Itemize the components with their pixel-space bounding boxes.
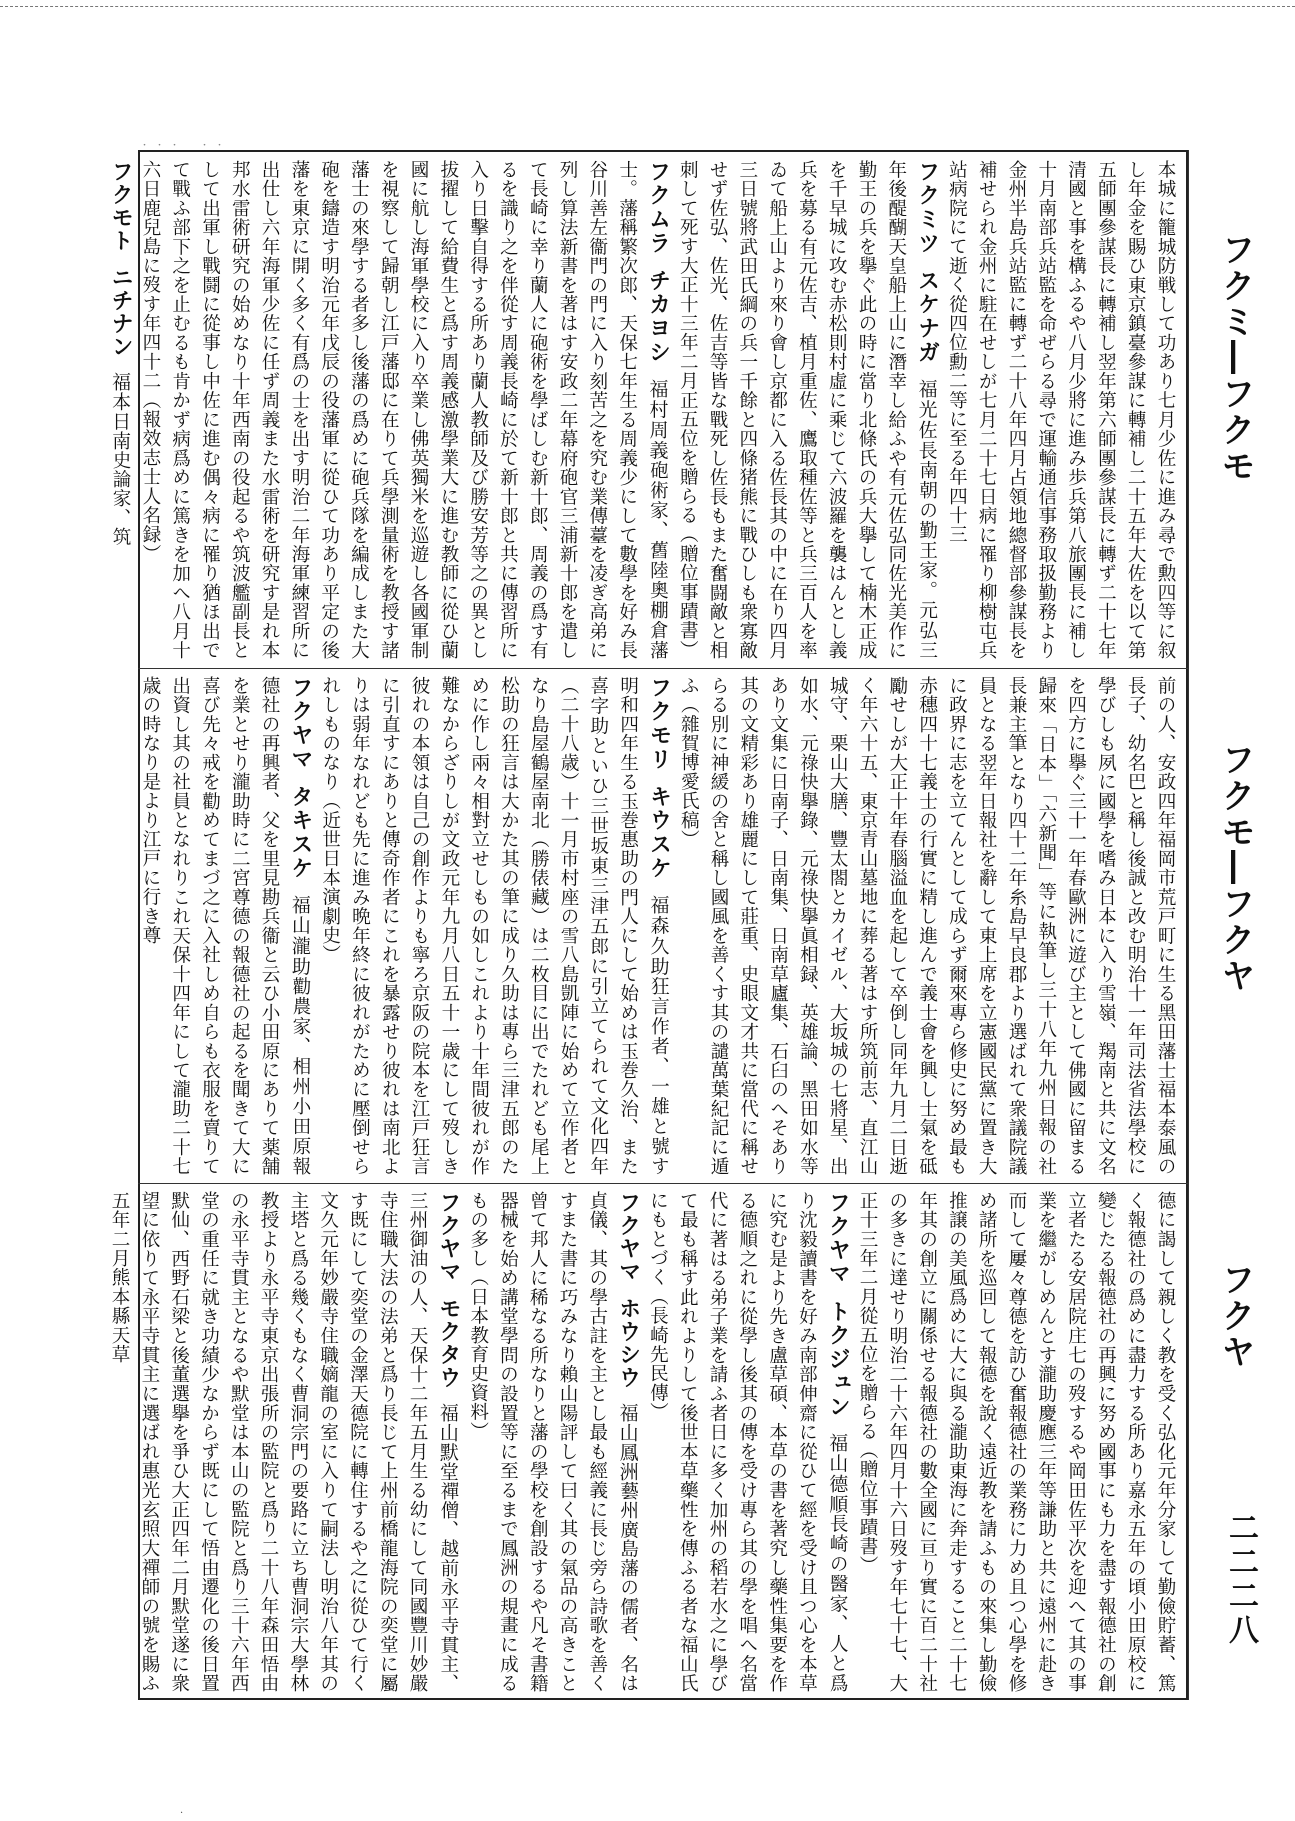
- tier-divider-upper: [138, 668, 1188, 669]
- entry-given-name: タキスケ: [287, 785, 313, 881]
- entry-kanji-name: 福村周義: [646, 378, 669, 461]
- entry-text: 狂言作者、一雄と號す明和四年生る玉巻惠助の門人にして始めは玉巻久治、また喜字助といひ三世坂東三津五郎に引立てられて文化四年（二十八歳）十一月市村座の雪八島凱陣に始めて立作者となり島屋鶴屋南北（勝俵藏）は二枚目に出でたれども尾上松助の狂言は大かた其の筆に成り久助は專ら三津五郎のために作し兩々相對立せしもの如しこれより十年間彼れが作難なからざりしが文政元年九月八日五十一歳にして歿しき彼れの本領は自己の創作よりも寧ろ京阪の院本を江戸狂言に引直すにありと傳奇作者にこれを暴露せり彼れは南北よりは弱年なれども先に進み晩年終に彼れがために壓倒せられしものなり（近世日本演劇史）: [319, 676, 670, 1177]
- entry-text: 禪僧、越前永平寺貫主、三州御油の人、天保十二年五月生る幼にして同國豐川妙嚴寺住職大法の法弟と爲り長じて上州前橋龍海院の奕堂に屬す既にして奕堂の金澤天德院に轉住するや之に從ひて行く文久元年妙嚴寺住職嫡龍の室に入りて嗣法し明治八年其の主塔と爲る幾くもなく曹洞宗門の要路に立ち曹洞宗大學林教授より永平寺東京出張所の監院と爲り二十八年森田悟由の永平寺貫主となるや默堂は本山の監院と爲り三十六年西堂の重任に就き功績少なからず既にして悟由遷化の後日置默仙、西野石梁と後董選擧を爭ひ大正四年二月默堂遂に衆望に依りて永平寺貫主に選ばれ惠光玄照大禪師の號を賜ふ五年二月熊本縣天草: [109, 1191, 459, 1694]
- entry-given-name: キウスケ: [646, 785, 672, 881]
- entry-kanji-name: 福本日南: [109, 372, 132, 451]
- entry-given-name: モクタウ: [435, 1297, 461, 1390]
- entry-surname: フクムラ: [645, 160, 671, 256]
- tier-divider-lower: [138, 1183, 1188, 1184]
- entry-kanji-name: 福山鳳洲: [616, 1403, 639, 1482]
- page-number: 二二二八: [1223, 1512, 1258, 1648]
- entry-surname: フクヤマ: [435, 1191, 461, 1284]
- entry-fukuyama-houshuu: [463, 1191, 643, 1693]
- scan-artifact-bottom: ·: [180, 1808, 184, 1819]
- running-header-middle: フクモ―フクヤ: [1215, 742, 1255, 994]
- entry-fukuyama-tokujun: [643, 1191, 853, 1693]
- entry-surname: フクヤマ: [615, 1191, 641, 1284]
- bottom-tier-intro: 德に謁して親しく教を受く弘化元年分家して勤儉貯蓄、篤く報德社の爲めに盡力する所あり嘉永五年の頃小田原校に變じたる報德社の再興に努め國事にも力を盡す報德社の創立者たる安居院庄七の歿するや岡田佐平次を迎へて其の事業を繼がしめんとす瀧助慶應三年等謙助と共に遠州に赴き而して屢々尊德を訪ひ奮報德社の業務に力め且つ心學を修め諸所を巡回して報德を說く遠近教を請ふもの來集し勤儉推譲の美風爲めに大に與る瀧助東海に奔走すること二十七年其の創立に關係せる報德社の數全國に亘り實に百二十社の多きに達せり明治二十六年四月十六日歿す年七十七、大正十三年二月從五位を贈らる（贈位事蹟書）: [857, 1191, 1176, 1693]
- top-tier-text: [108, 160, 1180, 661]
- top-tier-intro: 本城に籠城防戦して功あり七月少佐に進み尋で勲四等に叙し年金を賜ひ東京鎮臺參謀に轉補し二十五年大佐を以て第五師團參謀長に轉補し翌年第六師團參謀長に轉ず二十七年清國と事を構ふるや八月少將に進み歩兵第八旅團長に補し十月南部兵站監を命ぜらる尋で運輸通信事務取扱勤務より金州半島兵站監に轉ず二十八年四月占領地總督部參謀長を補せられ金州に駐在せしが七月二十七日病に罹り柳樹屯兵站病院にて逝く從四位勳二等に至る年四十三: [946, 160, 1176, 660]
- entry-fukumura: [135, 160, 672, 660]
- entry-fukumori: [315, 676, 674, 1176]
- running-header-top: フクミ―フクモ: [1215, 232, 1255, 484]
- entry-text: 長崎の醫家、人と爲り沈毅讀書を好み南部伸齋に從ひて經を受け且つ心を本草に究む是より先き盧草碩、本草の書を著究し藥性集要を作る德順之れに從學し後其の傳を受け專ら其の學を唱へ名當代に著はる弟子業を請ふ者日に多く加州の稻若水之に學びて最も稱す此れよりして後世本草藥性を傳ふる者な福山氏にもとづく（長崎先民傳）: [647, 1191, 849, 1693]
- entry-text: 砲術家、舊陸奧棚倉藩士。藩稱繁次郎、天保七年生る周義少にして數學を好み長谷川善左衞門の門に入り刻苦之を究む業傳薹を凌ぎ高弟に列し算法新書を著はす安政二年幕府砲官三浦新十郎を遣して長崎に幸り蘭人に砲術を學ばしむ新十郎、周義の爲す有るを識り之を伴從す周義長崎に於て新十郎と共に傳習所に入り日擊自得する所あり蘭人教師及び勝安芳等之の異とし拔擢して給費生と爲す周義感激學業大に進む教師に從ひ蘭國に航し海軍學校に入り卒業し佛英獨米を巡遊し各國軍制を視察して歸朝し江戸藩邸に在りて兵學測量術を教授す諸藩士の來學する者多し後藩の爲めに砲兵隊を編成しまた大砲を鑄造す明治元年戊辰の役藩軍に從ひて功あり平定の後藩を東京に開く多く有爲の士を出す明治二年海軍練習所に出仕し六年海軍少佐に任ず周義また水雷術を研究す是れ本邦水雷術研究の始めなり十年西南の役起るや筑波艦副長として出軍し戰鬪に從事し中佐に進む偶々病に罹り猶ほ出でて戰ふ部下之を止むるも肯かず病爲めに篤きを加へ八月十六日鹿兒島に歿す年四十二（報效志士人名録）: [139, 160, 669, 661]
- entry-kanji-name: 福山德順: [826, 1432, 849, 1515]
- entry-text: 藝州廣島藩の儒者、名は貞儀、其の學古註を主とし最も經義に長じ旁ら詩歌を善くすまた書に巧みなり賴山陽評して曰く其の氣品の高きこと曾て邦人に稀なる所なりと藩の學校を創設するや凡そ書籍器械を始め講堂學問の設置等に至るまで鳳洲の規畫に成るもの多し（日本教育史資料）: [467, 1191, 639, 1694]
- entry-surname: フクモリ: [646, 676, 672, 772]
- entry-kanji-name: 福光佐長: [915, 378, 938, 461]
- top-edge-rule: [0, 6, 1295, 7]
- entry-given-name: チカヨシ: [645, 269, 671, 365]
- entry-fukuyama-takisuke: [135, 676, 315, 1176]
- scan-artifact: ・・・ ・・: [140, 141, 231, 151]
- entry-surname: フクミツ: [914, 160, 940, 256]
- entry-fukumoto: [104, 160, 135, 660]
- entry-fukuyama-mokutou: [104, 1191, 463, 1693]
- middle-tier-text: [139, 676, 1180, 1177]
- right-margin-rule: [1188, 150, 1189, 1700]
- middle-tier-intro: 前の人、安政四年福岡市荒戸町に生る黑田藩士福本泰風の長子、幼名巴と稱し後誠と改む明治十一年司法省法學校に學びしも夙に國學を嗜み日本に入り雪嶺、羯南と共に文名を四方に擧ぐ三十一年春歐洲に遊び主として佛國に留まる歸來「日本」「六新聞」等に執筆し三十八年九州日報の社長兼主筆となり四十二年糸島早良郡より選ばれて衆議院議員となる翌年日報社を辭して東上席を立憲國民黨に置き大に政界に志を立てんとして成らず爾來專ら修史に努め最も赤穗四十七義士の行實に精し進んで義士會を興し士氣を砥勵せしが大正十年春腦溢血を起して卒倒し同年九月二日逝く年六十五、東京青山墓地に葬る著はす所筑前志、直江山城守、栗山大膳、豐太閤とカイゼル、大坂城の七將星、出如水、元祿快擧錄、元祿快擧眞相録、英雄論、黑田如水等あり文集に日南子、日南集、日南草廬集、石臼のへそあり其の文精彩あり雄麗にして莊重、史眼文才共に當代に稱せらる別に神緩の舍と稱し國風を善くす其の譴萬葉紀記に遁ふ（雜賀博愛氏稿）: [678, 676, 1176, 1176]
- running-header-bottom: フクヤ: [1215, 1262, 1255, 1370]
- entry-text: 勸農家、相州小田原報德社の再興者、父を里見勘兵衞と云ひ小田原にありて薬舗を業とせり瀧助時に二宮尊德の報德社の起るを聞きて大に喜び先々戒を勸めてまづ之に入社しめ自らも衣服を賣りて出資し其の社員となれりこれ天保十四年にして瀧助二十七歳の時なり是より江戸に行き尊: [139, 676, 311, 1177]
- entry-surname: フクモト: [108, 160, 134, 252]
- entry-given-name: ニチナン: [108, 266, 134, 358]
- entry-given-name: スケナガ: [914, 269, 940, 365]
- entry-fukumitsu: [672, 160, 941, 660]
- entry-text: 南朝の勤王家。元弘三年後醍醐天皇船上山に潛幸し給ふや有元佐弘同佐光美作に勤王の兵を擧ぐ此の時に當り北條氏の兵大擧して楠木正成を千早城に攻む赤松則村虛に乘じて六波羅を襲はんとし義兵を募る有元佐吉、植月重佐、鷹取種佐等と兵三百人を率ゐて船上山より來り會し京都に入る佐長其の中に在り四月三日號將武田氏綱の兵一千餘と四條猪熊に戰ひしも衆寡敵せず佐弘、佐光、佐吉等皆な戰死し佐長もまた奮闘敵と相刺して死す大正十三年二月正五位を贈らる（贈位事蹟書）: [677, 160, 938, 661]
- entry-text: 史論家、筑: [110, 450, 132, 547]
- entry-kanji-name: 福山瀧助: [288, 894, 311, 977]
- entry-surname: フクヤマ: [287, 676, 313, 772]
- entry-surname: フクヤマ: [825, 1191, 851, 1287]
- entry-kanji-name: 福山默堂: [436, 1403, 459, 1482]
- entry-given-name: ホウシウ: [615, 1297, 641, 1390]
- entry-kanji-name: 福森久助: [647, 894, 670, 977]
- entry-given-name: トクジュン: [825, 1300, 851, 1419]
- bottom-tier-text: [109, 1191, 1180, 1694]
